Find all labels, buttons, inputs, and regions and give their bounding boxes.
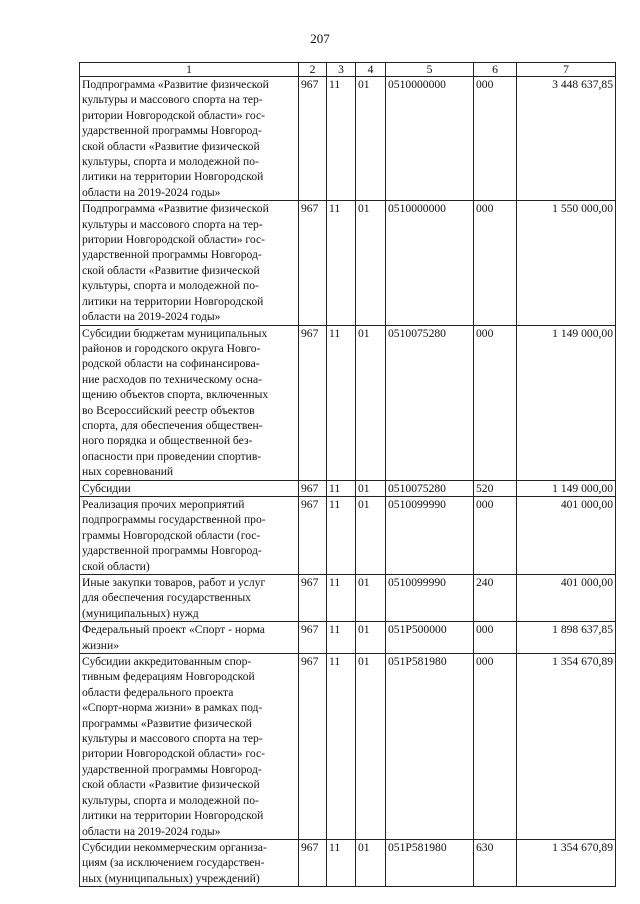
ministry-code: 967 (299, 325, 327, 480)
description-line: подпрограммы государственной про- (82, 513, 266, 527)
description-line: Реализация прочих мероприятий (82, 497, 245, 511)
description-line: ритории Новгородской области» гос- (82, 233, 265, 247)
target-article-code: 0510075280 (386, 325, 474, 480)
description-line: для обеспечения государственных (82, 591, 251, 605)
description-line: Субсидии некоммерческим организа- (82, 840, 267, 854)
table-body (80, 77, 616, 887)
amount: 3 448 637,85 (517, 77, 616, 201)
subsection-code: 01 (356, 622, 386, 654)
description-line: «Спорт-норма жизни» в рамках под- (82, 701, 263, 715)
subsection-code: 01 (356, 496, 386, 574)
page-number: 207 (310, 31, 330, 46)
description-line: Подпрограмма «Развитие физической (82, 202, 269, 216)
ministry-code: 967 (299, 201, 327, 325)
budget-table (79, 62, 616, 887)
description-line: культуры и массового спорта на тер- (82, 217, 263, 231)
table-row (80, 201, 616, 325)
description-line: ного порядка и общественной без- (82, 434, 253, 448)
column-header-7: 7 (517, 63, 616, 77)
target-article-code: 0510000000 (386, 201, 474, 325)
ministry-code: 967 (299, 622, 327, 654)
expense-type-code: 630 (474, 839, 517, 886)
description-line: литики на территории Новгородской (82, 294, 264, 308)
description-line: щению объектов спорта, включенных (82, 388, 269, 402)
target-article-code: 051P581980 (386, 654, 474, 840)
description-line: культуры и массового спорта на тер- (82, 93, 263, 107)
description-line: культуры и массового спорта на тер- (82, 732, 263, 746)
table-row (80, 480, 616, 496)
description-line: культуры, спорта и молодежной по- (82, 279, 259, 293)
description-line: тивным федерациям Новгородской (82, 670, 255, 684)
table-row (80, 839, 616, 886)
expense-type-code: 000 (474, 654, 517, 840)
subsection-code: 01 (356, 325, 386, 480)
description-line: Субсидии бюджетам муниципальных (82, 326, 268, 340)
section-code: 11 (327, 201, 356, 325)
target-article-code: 0510099990 (386, 496, 474, 574)
header-row (80, 63, 616, 77)
description-line: жизни» (82, 638, 120, 652)
amount: 1 354 670,89 (517, 839, 616, 886)
amount: 1 898 637,85 (517, 622, 616, 654)
row-description (80, 480, 299, 496)
row-description (80, 325, 299, 480)
expense-type-code: 000 (474, 496, 517, 574)
description-line: ние расходов по техническому осна- (82, 372, 262, 386)
table-row (80, 622, 616, 654)
expense-type-code: 520 (474, 480, 517, 496)
table-row (80, 325, 616, 480)
target-article-code: 0510075280 (386, 480, 474, 496)
subsection-code: 01 (356, 839, 386, 886)
row-description (80, 77, 299, 201)
description-line: ных соревнований (82, 465, 174, 479)
ministry-code: 967 (299, 839, 327, 886)
description-line: Субсидии (82, 481, 131, 495)
description-line: культуры, спорта и молодежной по- (82, 155, 259, 169)
section-code: 11 (327, 496, 356, 574)
amount: 401 000,00 (517, 496, 616, 574)
row-description (80, 201, 299, 325)
column-header-6: 6 (474, 63, 517, 77)
description-line: ской области «Развитие физической (82, 263, 260, 277)
amount: 1 550 000,00 (517, 201, 616, 325)
subsection-code: 01 (356, 77, 386, 201)
expense-type-code: 240 (474, 575, 517, 622)
description-line: области федерального проекта (82, 685, 234, 699)
description-line: ритории Новгородской области» гос- (82, 747, 265, 761)
section-code: 11 (327, 575, 356, 622)
expense-type-code: 000 (474, 325, 517, 480)
table-row (80, 496, 616, 574)
column-header-4: 4 (356, 63, 386, 77)
ministry-code: 967 (299, 654, 327, 840)
row-description (80, 575, 299, 622)
description-line: литики на территории Новгородской (82, 170, 264, 184)
description-line: граммы Новгородской области (гос- (82, 528, 261, 542)
subsection-code: 01 (356, 480, 386, 496)
amount: 1 354 670,89 (517, 654, 616, 840)
section-code: 11 (327, 839, 356, 886)
section-code: 11 (327, 622, 356, 654)
column-header-2: 2 (299, 63, 327, 77)
description-line: ской области) (82, 559, 150, 573)
description-line: области на 2019-2024 годы» (82, 310, 221, 324)
column-header-1: 1 (80, 63, 299, 77)
description-line: Иные закупки товаров, работ и услуг (82, 576, 266, 589)
column-header-3: 3 (327, 63, 356, 77)
description-line: культуры, спорта и молодежной по- (82, 793, 259, 807)
table-row (80, 654, 616, 840)
column-header-5: 5 (386, 63, 474, 77)
description-line: литики на территории Новгородской (82, 809, 264, 823)
description-line: циям (за исключением государствен- (82, 856, 265, 870)
row-description (80, 496, 299, 574)
description-line: Федеральный проект «Спорт - норма (82, 623, 265, 637)
subsection-code: 01 (356, 654, 386, 840)
section-code: 11 (327, 325, 356, 480)
description-line: области на 2019-2024 годы» (82, 185, 221, 199)
ministry-code: 967 (299, 496, 327, 574)
ministry-code: 967 (299, 575, 327, 622)
amount: 1 149 000,00 (517, 480, 616, 496)
section-code: 11 (327, 77, 356, 201)
section-code: 11 (327, 480, 356, 496)
description-line: Подпрограмма «Развитие физической (82, 78, 269, 91)
description-line: программы «Развитие физической (82, 716, 252, 730)
description-line: ударственной программы Новгород- (82, 124, 262, 138)
description-line: (муниципальных) нужд (82, 606, 199, 620)
description-line: опасности при проведении спортив- (82, 449, 262, 463)
table-row (80, 575, 616, 622)
expense-type-code: 000 (474, 201, 517, 325)
section-code: 11 (327, 654, 356, 840)
description-line: ударственной программы Новгород- (82, 762, 262, 776)
row-description (80, 654, 299, 840)
description-line: ных (муниципальных) учреждений) (82, 871, 260, 885)
ministry-code: 967 (299, 77, 327, 201)
target-article-code: 051P500000 (386, 622, 474, 654)
description-line: родской области на софинансирова- (82, 357, 260, 371)
description-line: ской области «Развитие физической (82, 139, 260, 153)
description-line: ударственной программы Новгород- (82, 248, 262, 262)
description-line: ударственной программы Новгород- (82, 544, 262, 558)
description-line: ритории Новгородской области» гос- (82, 108, 265, 122)
target-article-code: 0510099990 (386, 575, 474, 622)
description-line: спорта, для обеспечения обществен- (82, 418, 263, 432)
amount: 1 149 000,00 (517, 325, 616, 480)
expense-type-code: 000 (474, 77, 517, 201)
description-line: области на 2019-2024 годы» (82, 824, 221, 838)
ministry-code: 967 (299, 480, 327, 496)
description-line: районов и городского округа Новго- (82, 341, 261, 355)
description-line: ской области «Развитие физической (82, 778, 260, 792)
target-article-code: 0510000000 (386, 77, 474, 201)
row-description (80, 839, 299, 886)
description-line: во Всероссийский реестр объектов (82, 403, 255, 417)
amount: 401 000,00 (517, 575, 616, 622)
subsection-code: 01 (356, 201, 386, 325)
subsection-code: 01 (356, 575, 386, 622)
row-description (80, 622, 299, 654)
target-article-code: 051P581980 (386, 839, 474, 886)
description-line: Субсидии аккредитованным спор- (82, 655, 252, 669)
table-row (80, 77, 616, 201)
expense-type-code: 000 (474, 622, 517, 654)
